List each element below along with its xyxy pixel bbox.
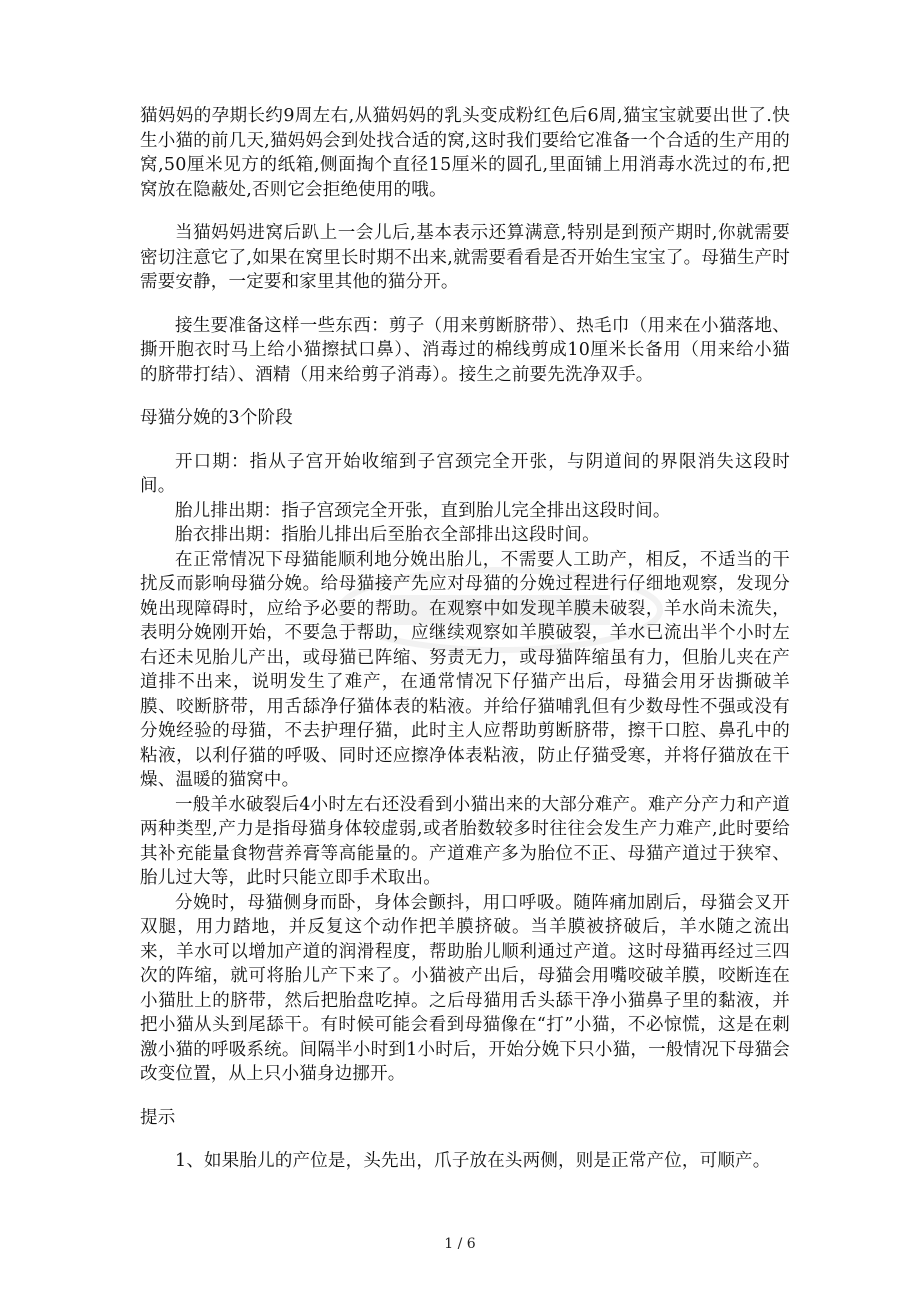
paragraph-stage-opening: 开口期：指从子宫开始收缩到子宫颈完全开张，与阴道间的界限消失这段时间。 bbox=[140, 451, 790, 496]
document-body bbox=[140, 104, 790, 1174]
paragraph-stage-fetus: 胎儿排出期：指子宫颈完全开张，直到胎儿完全排出这段时间。 bbox=[175, 500, 671, 521]
paragraph-supplies: 接生要准备这样一些东西：剪子（用来剪断脐带）、热毛巾（用来在小猫落地、撕开胞衣时马上给小猫擦拭口鼻）、消毒过的棉线剪成10厘米长备用（用来给小猫的脐带打结）、酒精（用来给剪子消毒）。接生之前要先洗净双手。 bbox=[140, 315, 790, 385]
paragraph-birth-process: 分娩时，母猫侧身而卧，身体会颤抖，用口呼吸。随阵痛加剧后，母猫会叉开双腿，用力踏地，并反复这个动作把羊膜挤破。当羊膜被挤破后，羊水随之流出来，羊水可以增加产道的润滑程度，帮助胎儿顺利通过产道。这时母猫再经过三四次的阵缩，就可将胎儿产下来了。小猫被产出后，母猫会用嘴咬破羊膜，咬断连在小猫肚上的脐带，然后把胎盘吃掉。之后母猫用舌头舔干净小猫鼻子里的黏液，并把小猫从头到尾舔干。有时候可能会看到母猫像在“打”小猫，不必惊慌，这是在刺激小猫的呼吸系统。间隔半小时到1小时后，开始分娩下只小猫，一般情况下母猫会改变位置，从上只小猫身边挪开。 bbox=[140, 892, 790, 1084]
page-number: 1 / 6 bbox=[444, 1236, 476, 1252]
paragraph-stage-placenta: 胎衣排出期：指胎儿排出后至胎衣全部排出这段时间。 bbox=[175, 525, 600, 545]
paragraph-nest: 当猫妈妈进窝后趴上一会儿后,基本表示还算满意,特别是到预产期时,你就需要密切注意它了,如果在窝里长时期不出来,就需要看看是否开始生宝宝了。母猫生产时需要安静，一定要和家里其他的猫分开。 bbox=[140, 223, 790, 292]
paragraph-tip-1: 1、如果胎儿的产位是，头先出，爪子放在头两侧，则是正常产位，可顺产。 bbox=[175, 1151, 771, 1171]
section-heading-tips: 提示 bbox=[140, 1107, 176, 1128]
paragraph-pregnancy: 猫妈妈的孕期长约9周左右,从猫妈妈的乳头变成粉红色后6周,猫宝宝就要出世了.快生小猫的前几天,猫妈妈会到处找合适的窝,这时我们要给它准备一个合适的生产用的窝,50厘米见方的纸箱,侧面掏个直径15厘米的圆孔,里面铺上用消毒水洗过的布,把窝放在隐蔽处,否则它会拒绝使用的哦。 bbox=[140, 106, 790, 200]
paragraph-dystocia: 一般羊水破裂后4小时左右还没看到小猫出来的大部分难产。难产分产力和产道两种类型,产力是指母猫身体较虚弱,或者胎数较多时往往会发生产力难产,此时要给其补充能量食物营养膏等高能量的。产道难产多为胎位不正、母猫产道过于狭窄、胎儿过大等，此时只能立即手术取出。 bbox=[140, 794, 790, 888]
paragraph-normal-delivery: 在正常情况下母猫能顺利地分娩出胎儿，不需要人工助产，相反，不适当的干扰反而影响母猫分娩。给母猫接产先应对母猫的分娩过程进行仔细地观察，发现分娩出现障碍时，应给予必要的帮助。在观察中如发现羊膜未破裂，羊水尚未流失，表明分娩刚开始，不要急于帮助，应继续观察如羊膜破裂，羊水已流出半个小时左右还未见胎儿产出，或母猫已阵缩、努责无力，或母猫阵缩虽有力，但胎儿夹在产道排不出来，说明发生了难产，在通常情况下仔猫产出后，母猫会用牙齿撕破羊膜、咬断脐带，用舌舔净仔猫体表的粘液。并给仔猫哺乳但有少数母性不强或没有分娩经验的母猫，不去护理仔猫，此时主人应帮助剪断脐带，擦干口腔、鼻孔中的粘液，以利仔猫的呼吸、同时还应擦净体表粘液，防止仔猫受寒，并将仔猫放在干燥、温暖的猫窝中。 bbox=[140, 549, 790, 790]
section-heading-stages: 母猫分娩的3个阶段 bbox=[140, 408, 293, 428]
